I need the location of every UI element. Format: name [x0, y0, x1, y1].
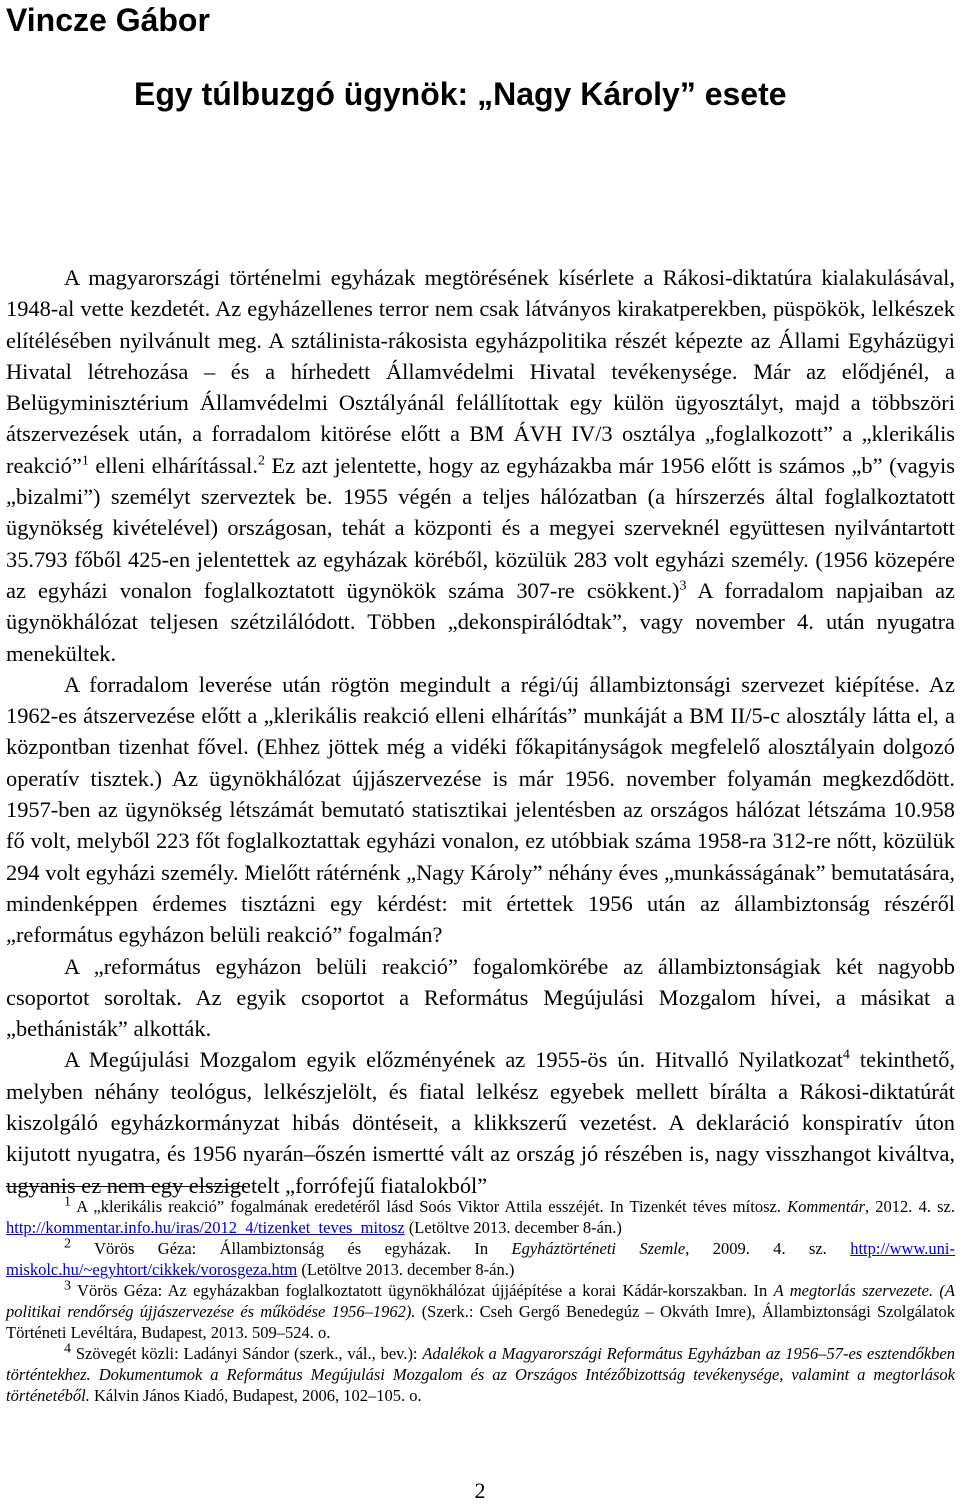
- paragraph-1-text-b: elleni elhárítással.: [88, 452, 258, 478]
- paragraph-1: [6, 262, 955, 669]
- paragraph-3: A „református egyházon belüli reakció” fogalomkörébe az állambiztonságiak két nagyobb csoportot soroltak. Az egyik csoportot a Református Megújulási Mozgalom hívei, a másikat a „bethánisták” alkották.: [6, 953, 955, 1042]
- footnote-italic: A megtorlás szervezete. (A politikai rendőrség újjászervezése és működése 1956–1962).: [6, 1281, 955, 1321]
- paragraph-2: A forradalom leverése után rögtön megindult a régi/új állambiztonsági szervezet kiépítése. Az 1962-es átszervezése előtt a „klerikális reakció elleni elhárítás” munkáját a BM II/5-c alosztály látta el, a központban tizenhat fővel. (Ehhez jöttek még a vidéki főkapitányságok megfelelő alosztályain dolgozó operatív tisztek.) Az ügynökhálózat újjászervezése is már 1956. november folyamán megkezdődött. 1957-ben az ügynökség létszámát bemutató statisztikai jelentésben az országos hálózat létszáma 10.958 fő volt, melyből 223 főt foglalkoztattak egyházi vonalon, ez utóbbiak száma 1958-ra 312-re nőtt, közülük 294 volt egyházi személy. Mielőtt rátérnénk „Nagy Károly” néhány éves „munkásságának” bemutatására, mindenképpen érdemes tisztázni egy kérdést: mit értettek 1956 után az állambiztonság részéről „református egyházon belüli reakció” fogalmán?: [6, 671, 955, 948]
- footnote-ref-3[interactable]: 3: [679, 578, 687, 594]
- footnote-text: Vörös Géza: Az egyházakban foglalkoztatott ügynökhálózat újjáépítése a korai Kádár-korszakban. In: [71, 1281, 774, 1300]
- footnote-text: , 2009. 4. sz.: [685, 1239, 851, 1258]
- footnote-link-1[interactable]: http://kommentar.info.hu/iras/2012_4/tizenket_teves_mitosz: [6, 1218, 405, 1237]
- paragraph-4: [6, 1044, 955, 1200]
- footnote-ref-2[interactable]: 2: [257, 453, 265, 469]
- paragraph-4-text-b: tekinthető, melyben néhány teológus, lelkészjelölt, és fiatal lelkész egyebek mellett bírálta a Rákosi-diktatúrát kiszolgáló egyházkormányzat hibás döntéseit, a klikkszerű vezetést. A deklaráció konspiratív úton kijutott nyugatra, és 1956 nyarán–őszén ismertté vált az ország jó részében is, nagy visszhangot kiváltva, ugyanis ez nem egy elszigetelt „forrófejű fiatalokból”: [6, 1047, 955, 1198]
- footnote-link-2[interactable]: http://www.uni-miskolc.hu/~egyhtort/cikkek/vorosgeza.htm: [6, 1239, 955, 1279]
- footnote-italic: Kommentár: [787, 1197, 866, 1216]
- footnote-text: (Letöltve 2013. december 8-án.): [297, 1260, 515, 1279]
- author-name: Vincze Gábor: [6, 2, 210, 38]
- paragraph-1-text-c: Ez azt jelentette, hogy az egyházakba már 1956 előtt is számos „b” (vagyis „bizalmi”) személyt szerveztek be. 1955 végén a teljes hálózatban (a hírszerzés által foglalkoztatott ügynökség kivételével) országosan, tehát a központi és a megyei szerveknél együttesen nyilvántartott 35.793 főből 425-en jelentettek az egyházak köréből, közülük 283 volt egyházi személy. (1956 közepére az egyházi vonalon foglalkoztatott ügynökök száma 307-re csökkent.): [6, 452, 955, 603]
- footnote-ref-4[interactable]: 4: [842, 1047, 850, 1063]
- footnotes: [6, 1196, 955, 1406]
- footnote-number: 4: [64, 1341, 71, 1357]
- footnote-text: (Szerk.: Cseh Gergő Benedegúz – Okváth Imre), Állambiztonsági Szolgálatok Történeti Levéltára, Budapest, 2013. 509–524. o.: [6, 1302, 956, 1342]
- footnote-text: Kálvin János Kiadó, Budapest, 2006, 102–105. o.: [89, 1386, 422, 1405]
- footnote-ref-1[interactable]: 1: [81, 453, 89, 469]
- footnote-2: [6, 1238, 955, 1280]
- footnote-text: , 2012. 4. sz.: [865, 1197, 955, 1216]
- article-title: Egy túlbuzgó ügynök: „Nagy Károly” esete: [134, 76, 787, 112]
- footnote-text: A „klerikális reakció” fogalmának eredetéről lásd Soós Viktor Attila esszéjét. In Tizenkét téves mítosz.: [71, 1197, 788, 1216]
- article-body: [6, 262, 955, 1201]
- footnote-italic: Adalékok a Magyarországi Református Egyházban az 1956–57-es esztendőkben történtekhez. Dokumentumok a Református Megújulási Mozgalom és az Országos Intézőbizottság tevékenysége, valamint a megtorlások történetéből.: [6, 1344, 955, 1405]
- page-number: 2: [474, 1478, 486, 1503]
- footnote-number: 2: [64, 1236, 71, 1252]
- paragraph-1-text-d: A forradalom napjaiban az ügynökhálózat teljesen szétzilálódott. Többen „dekonspirálódtak”, vagy november 4. után nyugatra menekültek.: [6, 577, 955, 666]
- footnote-text: Vörös Géza: Állambiztonság és egyházak. In: [71, 1239, 512, 1258]
- footnote-4: [6, 1343, 955, 1406]
- footnote-3: [6, 1280, 955, 1343]
- footnote-number: 1: [64, 1194, 71, 1210]
- footnote-separator: [6, 1186, 246, 1187]
- footnote-1: [6, 1196, 955, 1238]
- paragraph-4-text-a: A Megújulási Mozgalom egyik előzményének az 1955-ös ún. Hitvalló Nyilatkozat: [64, 1047, 843, 1073]
- footnote-text: (Letöltve 2013. december 8-án.): [404, 1218, 622, 1237]
- footnote-italic: Egyháztörténeti Szemle: [511, 1239, 686, 1258]
- footnote-text: Szövegét közli: Ladányi Sándor (szerk., vál., bev.):: [71, 1344, 423, 1363]
- paragraph-1-text-a: A magyarországi történelmi egyházak megtörésének kísérlete a Rákosi-diktatúra kialakulásával, 1948-al vette kezdetét. Az egyházellenes terror nem csak látványos kirakatperekben, püspökök, lelkészek elítélésében nyilvánult meg. A sztálinista-rákosista egyházpolitika részét képezte az Állami Egyházügyi Hivatal létrehozása – és a hírhedett Államvédelmi Hivatal tevékenysége. Már az elődjénél, a Belügyminisztérium Államvédelmi Osztályánál felállítottak egy külön ügyosztályt, majd a többszöri átszervezések után, a forradalom kitörése előtt a BM ÁVH IV/3 osztálya „foglalkozott” a „klerikális reakció”: [6, 265, 955, 478]
- footnote-number: 3: [64, 1278, 71, 1294]
